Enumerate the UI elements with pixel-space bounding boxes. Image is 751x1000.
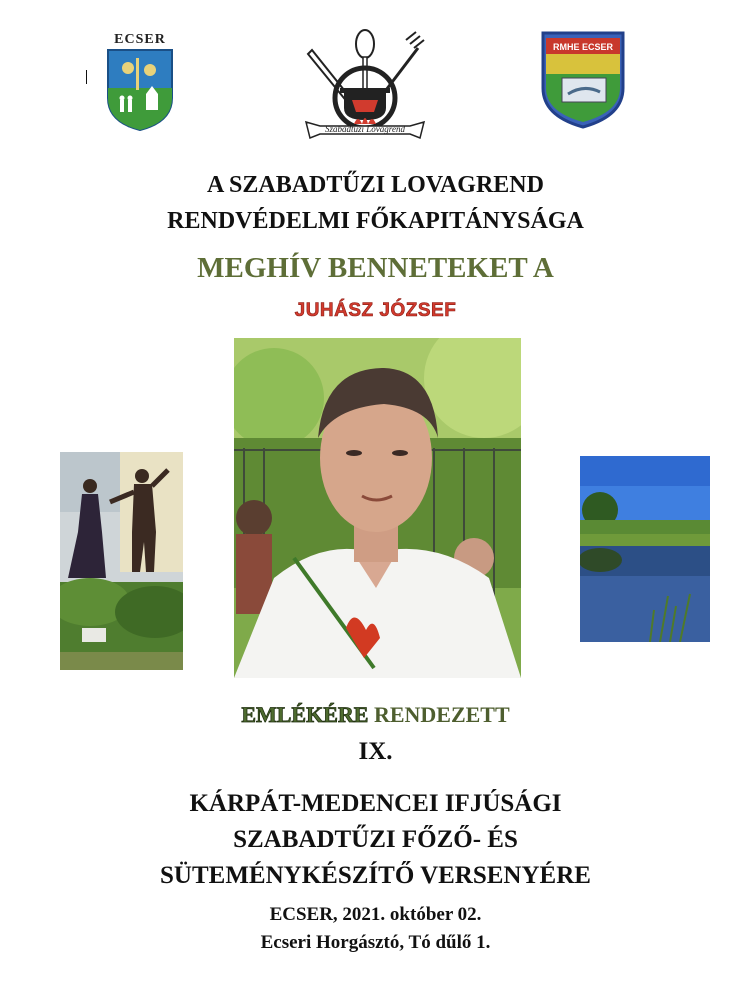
edition-number: IX. xyxy=(358,738,393,765)
rmhe-ecser-badge xyxy=(540,30,626,130)
ecser-shield-icon xyxy=(106,48,174,132)
fishing-lake-photo xyxy=(580,456,710,642)
memorial-word: EMLÉKÉRE xyxy=(241,702,369,727)
event-title-line-1: KÁRPÁT-MEDENCEI IFJÚSÁGI xyxy=(189,790,562,817)
ecser-coat-of-arms xyxy=(104,32,176,132)
memorial-line xyxy=(0,702,751,728)
invitation-line: MEGHÍV BENNETEKET A xyxy=(197,252,554,284)
juhasz-jozsef-portrait-photo xyxy=(234,338,521,678)
organized-word: RENDEZETT xyxy=(368,702,510,727)
event-venue: Ecseri Horgásztó, Tó dűlő 1. xyxy=(260,932,491,953)
cooking-pot-emblem-icon xyxy=(300,28,430,158)
ecser-crest-label: ECSER xyxy=(114,32,166,47)
event-title-line-2: SZABADTŰZI FŐZŐ- ÉS xyxy=(233,826,518,853)
event-title-line-3: SÜTEMÉNYKÉSZÍTŐ VERSENYÉRE xyxy=(160,862,591,889)
event-date: ECSER, 2021. október 02. xyxy=(269,904,482,925)
honoree-name: JUHÁSZ JÓZSEF xyxy=(294,300,457,321)
rmhe-crest-label: RMHE ECSER xyxy=(552,42,613,52)
logo-ribbon-text: Szabadtűzi Lovagrend xyxy=(325,124,405,134)
szabadtuzi-lovagrend-logo xyxy=(300,28,430,158)
organizer-line-1: A SZABADTŰZI LOVAGREND xyxy=(207,172,544,198)
dancing-couple-statue-photo xyxy=(60,452,183,670)
text-cursor-mark xyxy=(86,70,87,84)
organizer-line-2: RENDVÉDELMI FŐKAPITÁNYSÁGA xyxy=(167,208,584,234)
